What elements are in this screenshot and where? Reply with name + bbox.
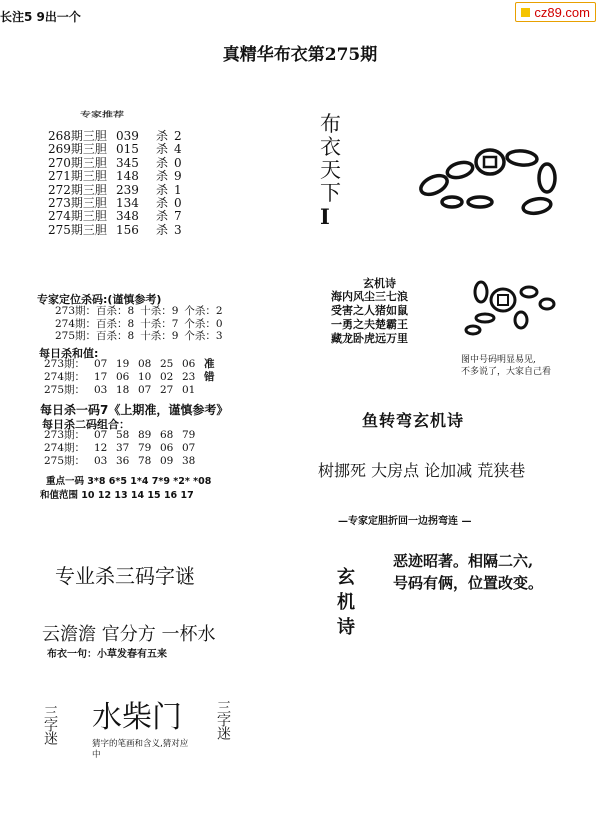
period-cell: 345 (116, 155, 139, 170)
period-cell: 杀 (156, 209, 169, 224)
sum-kill-rows (44, 358, 226, 397)
period-cell: 9 (174, 169, 182, 184)
sum-range: 和值范围 10 12 13 14 15 16 17 (40, 490, 194, 501)
vertical-char: 玄 (337, 567, 355, 588)
sum-value: 17 (94, 371, 108, 383)
period-row (48, 210, 194, 223)
two-code-value: 78 (138, 455, 152, 467)
period-cell: 274期三胆 (48, 209, 107, 224)
vertical-char: 诗 (337, 617, 355, 638)
two-code-value: 68 (160, 429, 174, 441)
two-code-value: 37 (116, 442, 130, 454)
two-code-period: 273期： (44, 429, 86, 441)
riddle-label-left: 三字迷 (42, 705, 58, 744)
period-cell: 杀 (156, 142, 169, 157)
expert-row (55, 318, 229, 331)
period-cell: 134 (116, 196, 139, 211)
period-cell: 杀 (156, 222, 169, 237)
sum-row (44, 384, 226, 397)
expert-cell: 个杀：2 (184, 305, 223, 317)
period-cell: 0 (174, 155, 182, 170)
verse-line: 恶迹昭著。相隔二六, (393, 552, 534, 570)
two-code-period: 274期： (44, 442, 86, 454)
sum-value: 06 (182, 358, 196, 370)
main-title: 真精华布衣第275期 (222, 45, 378, 65)
expert-cell: 273期：百杀：8 (55, 305, 135, 317)
expert-kill-heading: 专家定位杀码:(谨慎参考) (37, 293, 162, 306)
sum-value: 07 (94, 358, 108, 370)
xuanji-poem (331, 290, 408, 346)
sum-value: 19 (116, 358, 130, 370)
period-cell: 039 (116, 129, 139, 143)
sum-row (44, 371, 226, 384)
expert-dan-line: —专家定胆折回一边拐弯连 — (338, 516, 472, 527)
sum-period: 273期： (44, 358, 86, 370)
title-mark: I (320, 204, 330, 229)
two-code-rows (44, 429, 204, 468)
period-cell: 272期三胆 (48, 182, 107, 197)
site-badge[interactable] (515, 2, 596, 22)
title-char: 下 (320, 181, 341, 205)
xuanji-poem-title: 玄机诗 (363, 277, 396, 290)
sum-row (44, 358, 226, 371)
period-cell: 156 (116, 222, 139, 237)
period-cell: 4 (174, 142, 182, 157)
badge-text: cz89.com (534, 4, 590, 20)
expert-cell: 十杀：9 (140, 305, 179, 317)
coin-note-line: 图中号码明显易见, (461, 355, 536, 365)
expert-cell: 十杀：9 (140, 330, 179, 342)
period-row (48, 143, 194, 156)
period-cell: 271期三胆 (48, 169, 107, 184)
period-cell: 015 (116, 142, 139, 157)
sum-result: 错 (204, 371, 215, 383)
expert-cell: 个杀：3 (184, 330, 223, 342)
two-code-row (44, 455, 204, 468)
two-code-row (44, 429, 204, 442)
period-cell: 275期三胆 (48, 222, 107, 237)
two-code-value: 79 (182, 429, 196, 441)
sum-value: 06 (116, 371, 130, 383)
two-code-period: 275期： (44, 455, 86, 467)
period-cell: 1 (174, 182, 182, 197)
coin-note (461, 354, 551, 378)
coin-cluster-image (463, 278, 563, 338)
poem-line: 受害之人猪如鼠 (331, 304, 408, 317)
period-cell: 7 (174, 209, 182, 224)
expert-cell: 十杀：7 (140, 317, 179, 330)
handwritten-line: 树挪死 大房点 论加减 荒狭巷 (318, 461, 526, 480)
period-cell: 148 (116, 169, 139, 184)
riddle-title: 专业杀三码字谜 (55, 564, 195, 588)
coin-note-line: 不多说了，大家自己看 (461, 367, 552, 377)
expert-row (55, 330, 229, 343)
period-cell: 268期三胆 (48, 129, 107, 143)
sum-kill-heading: 每日杀和值: (39, 347, 99, 360)
poem-line: 海内风尘三七浪 (331, 290, 408, 303)
vertical-char: 机 (337, 592, 355, 613)
period-row (48, 170, 194, 183)
two-code-row (44, 442, 204, 455)
sum-value: 08 (138, 358, 152, 370)
period-cell: 269期三胆 (48, 142, 107, 157)
two-code-heading: 每日杀二码组合： (42, 418, 130, 431)
period-cell: 杀 (156, 169, 169, 184)
title-char: 布 (320, 112, 341, 136)
two-code-value: 36 (116, 455, 130, 467)
two-code-value: 07 (94, 429, 108, 441)
coin-chain-image (412, 140, 562, 220)
two-code-value: 58 (116, 429, 130, 441)
sum-value: 23 (182, 371, 196, 383)
period-cell: 杀 (156, 129, 169, 143)
expert-kill-rows (55, 305, 229, 343)
daily-kill-one: 每日杀一码7《上期准，谨慎参考》 (40, 403, 229, 417)
two-code-value: 03 (94, 455, 108, 467)
xuanji-vertical-label (337, 565, 357, 640)
title-char: 衣 (320, 135, 341, 159)
period-cell: 2 (174, 129, 182, 143)
poem-line: 一勇之夫楚霸王 (331, 318, 408, 331)
two-code-value: 89 (138, 429, 152, 441)
riddle-label-right: 三字迷 (215, 700, 231, 739)
expert-row (55, 305, 229, 318)
sum-value: 25 (160, 358, 174, 370)
period-cell: 239 (116, 182, 139, 197)
left-header: 专家推荐 (80, 110, 124, 119)
key-codes: 重点一码 3*8 6*5 1*4 7*9 *2* *08 (46, 476, 212, 487)
riddle-words: 云澹澹 官分方 一杯水 (42, 624, 216, 645)
sum-result: 准 (204, 358, 215, 370)
poem-line: 藏龙卧虎远万里 (331, 332, 408, 345)
two-code-value: 38 (182, 455, 196, 467)
two-code-value: 79 (138, 442, 152, 454)
top-note: 长注5 9出一个 (0, 10, 81, 24)
period-cell: 270期三胆 (48, 155, 107, 170)
period-cell: 348 (116, 209, 139, 224)
two-code-value: 12 (94, 442, 108, 454)
sum-value: 02 (160, 371, 174, 383)
sum-period: 274期： (44, 371, 86, 383)
verse-line: 号码有俩，位置改变。 (393, 574, 544, 592)
period-list (48, 130, 194, 237)
xuanji-verse (393, 550, 543, 594)
sum-value: 27 (160, 384, 174, 396)
period-cell: 杀 (156, 196, 169, 211)
sum-value: 18 (116, 384, 130, 396)
sum-result (204, 384, 226, 397)
period-cell: 3 (174, 222, 182, 237)
title-char: 天 (320, 158, 341, 182)
badge-square-icon (521, 8, 530, 17)
expert-cell: 275期：百杀：8 (55, 330, 135, 342)
two-code-value: 06 (160, 442, 174, 454)
sum-period: 275期： (44, 384, 86, 396)
buyi-line: 布衣一句：小草发春有五来 (47, 649, 167, 660)
expert-cell: 个杀：0 (184, 317, 223, 330)
period-row (48, 224, 194, 237)
period-cell: 杀 (156, 155, 169, 170)
sum-value: 03 (94, 384, 108, 396)
two-code-value: 07 (182, 442, 196, 454)
expert-cell: 274期：百杀：8 (55, 317, 135, 330)
buyi-vertical-title (320, 113, 344, 228)
sum-value: 10 (138, 371, 152, 383)
riddle-hint: 猜字的笔画和含义,猜对应中 (92, 739, 189, 760)
sum-value: 07 (138, 384, 152, 396)
two-code-value: 09 (160, 455, 174, 467)
period-cell: 杀 (156, 182, 169, 197)
period-cell: 0 (174, 196, 182, 211)
period-cell: 273期三胆 (48, 196, 107, 211)
sum-value: 01 (182, 384, 196, 396)
riddle-big-text: 水柴门 (92, 700, 182, 735)
fish-poem-title: 鱼转弯玄机诗 (362, 411, 465, 430)
